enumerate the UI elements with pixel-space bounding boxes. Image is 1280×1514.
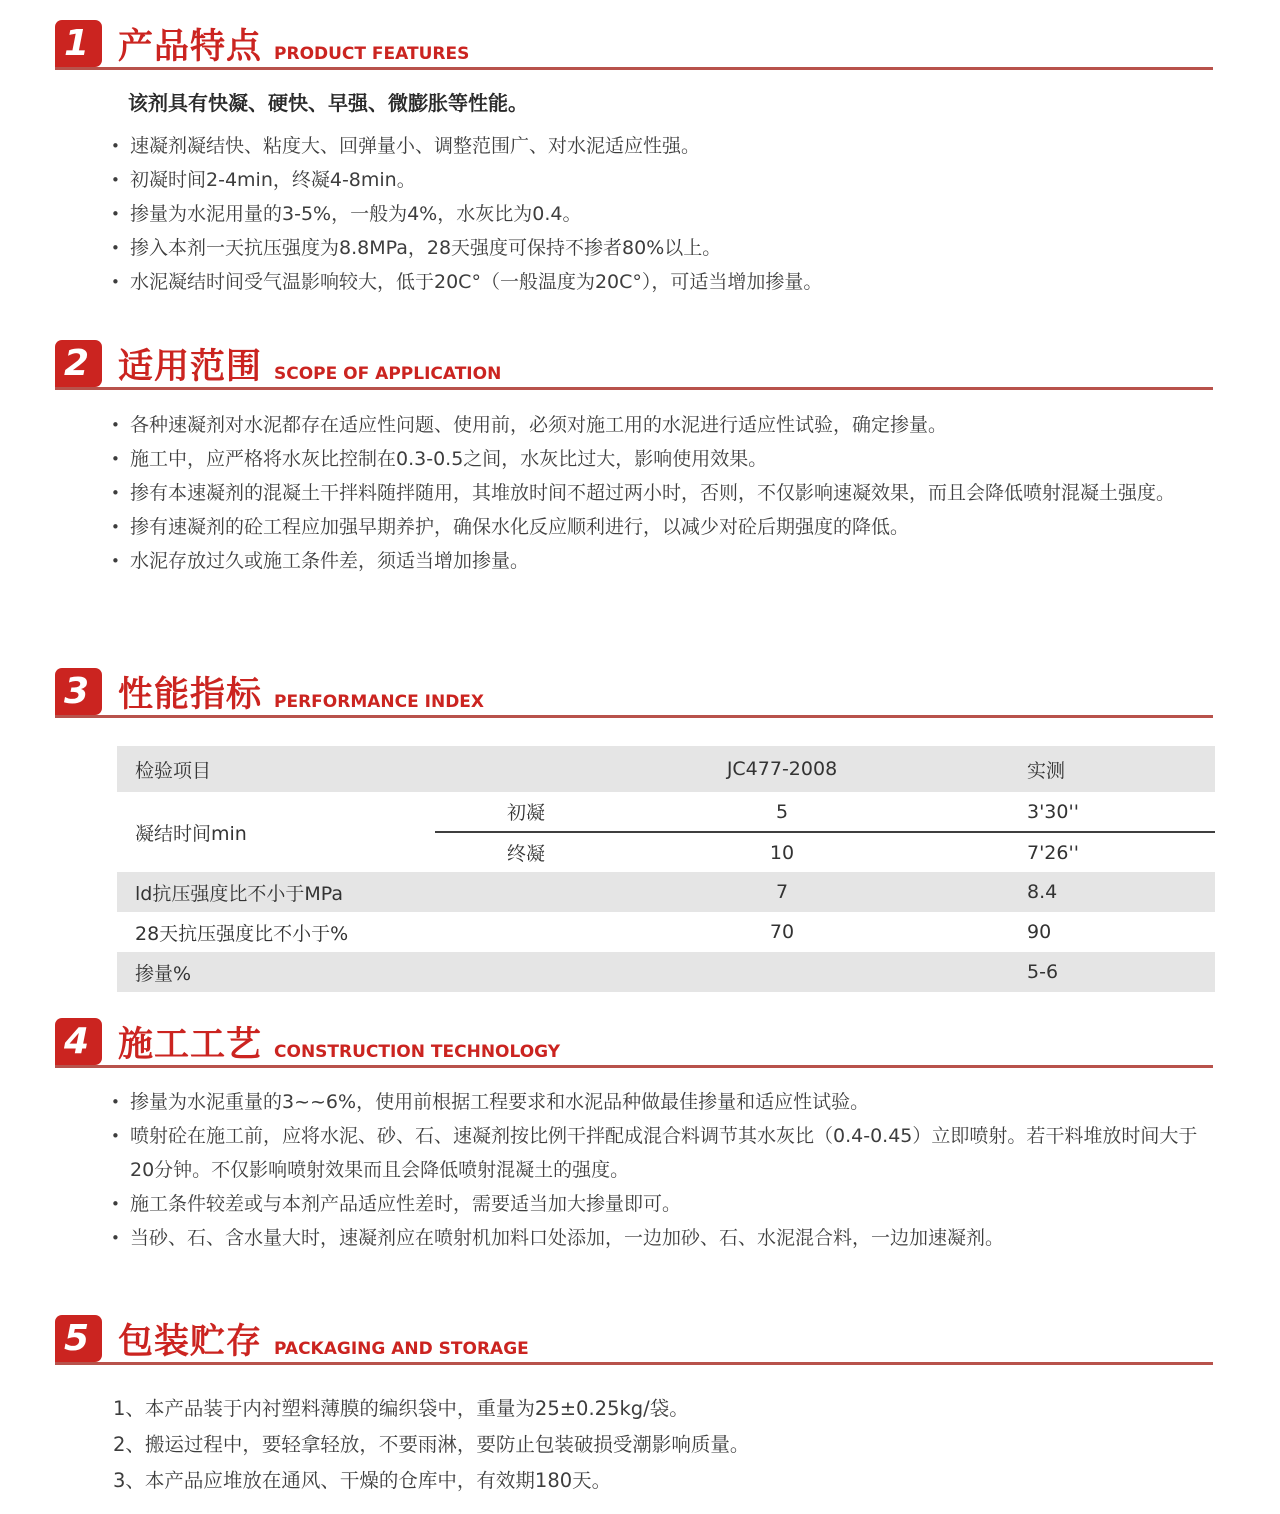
section-subtitle: CONSTRUCTION TECHNOLOGY bbox=[274, 1042, 561, 1062]
list-item-text: 掺有速凝剂的砼工程应加强早期养护，确保水化反应顺利进行，以减少对砼后期强度的降低。 bbox=[130, 516, 910, 538]
bullet-icon: • bbox=[111, 273, 120, 291]
section-performance-index bbox=[55, 668, 1213, 992]
bullet-icon: • bbox=[111, 450, 120, 468]
list-item-text: 掺量为水泥重量的3~~6%，使用前根据工程要求和水泥品种做最佳掺量和适应性试验。 bbox=[130, 1091, 870, 1113]
column-header-standard: JC477-2008 bbox=[726, 758, 838, 780]
list-item bbox=[111, 1187, 1213, 1221]
list-item bbox=[111, 510, 1213, 544]
list-item-text: 水泥存放过久或施工条件差，须适当增加掺量。 bbox=[130, 550, 530, 572]
cell-empty bbox=[435, 952, 617, 992]
list-item bbox=[111, 1119, 1213, 1187]
list-item-text: 喷射砼在施工前，应将水泥、砂、石、速凝剂按比例干拌配成混合料调节其水灰比（0.4-0.45）立即喷射。若干料堆放时间大于20分钟。不仅影响喷射效果而且会降低喷射混凝土的强度。 bbox=[130, 1125, 1198, 1181]
list-item bbox=[111, 265, 1213, 299]
features-intro-text: 该剂具有快凝、硬快、早强、微膨胀等性能。 bbox=[128, 91, 528, 115]
list-item bbox=[111, 1221, 1213, 1255]
list-item-text: 初凝时间2-4min，终凝4-8min。 bbox=[130, 169, 416, 191]
column-header-measured: 实测 bbox=[1027, 759, 1066, 782]
table-row-dosage bbox=[117, 952, 1215, 992]
table-row-1d-strength bbox=[117, 872, 1215, 912]
cell-standard: 10 bbox=[617, 832, 947, 872]
bullet-icon: • bbox=[111, 484, 120, 502]
bullet-icon: • bbox=[111, 137, 120, 155]
list-item-text: 水泥凝结时间受气温影响较大，低于20C°（一般温度为20C°），可适当增加掺量。 bbox=[130, 271, 823, 293]
list-item-text: 速凝剂凝结快、粘度大、回弹量小、调整范围广、对水泥适应性强。 bbox=[130, 135, 701, 157]
bullet-icon: • bbox=[111, 416, 120, 434]
performance-table bbox=[117, 746, 1215, 992]
construction-bullet-list bbox=[111, 1085, 1213, 1255]
list-item bbox=[111, 544, 1213, 578]
cell-item: ld抗压强度比不小于MPa bbox=[135, 882, 343, 905]
bullet-icon: • bbox=[111, 171, 120, 189]
section-packaging-storage bbox=[55, 1315, 1213, 1499]
list-item-text: 施工条件较差或与本剂产品适应性差时，需要适当加大掺量即可。 bbox=[130, 1193, 682, 1215]
cell-measured: 8.4 bbox=[1027, 881, 1058, 903]
section-subtitle: PRODUCT FEATURES bbox=[274, 44, 470, 64]
bullet-icon: • bbox=[111, 239, 120, 257]
section-number-badge: 3 bbox=[55, 668, 102, 715]
column-header-empty bbox=[435, 746, 617, 792]
setting-time-label: 凝结时间min bbox=[135, 822, 247, 845]
cell-empty bbox=[435, 872, 617, 912]
cell-phase: 终凝 bbox=[435, 832, 617, 872]
section-product-features bbox=[55, 20, 1213, 299]
bullet-icon: • bbox=[111, 518, 120, 536]
section-5-header bbox=[55, 1315, 1213, 1365]
section-title: 包装贮存 bbox=[118, 1322, 263, 1362]
table-header-row bbox=[117, 746, 1215, 792]
bullet-icon: • bbox=[111, 1093, 120, 1111]
list-item bbox=[111, 129, 1213, 163]
cell-item: 掺量% bbox=[135, 962, 192, 985]
list-item-text: 掺有本速凝剂的混凝土干拌料随拌随用，其堆放时间不超过两小时，否则，不仅影响速凝效果，而且会降低喷射混凝土强度。 bbox=[130, 482, 1176, 504]
section-title: 适用范围 bbox=[118, 347, 263, 387]
scope-bullet-list bbox=[111, 408, 1213, 578]
packaging-numbered-list bbox=[113, 1391, 1213, 1499]
section-scope-of-application bbox=[55, 340, 1213, 578]
list-item bbox=[111, 163, 1213, 197]
section-number-badge: 2 bbox=[55, 340, 102, 387]
list-item bbox=[111, 442, 1213, 476]
section-number-badge: 1 bbox=[55, 20, 102, 67]
cell-measured: 90 bbox=[1027, 921, 1052, 943]
bullet-icon: • bbox=[111, 552, 120, 570]
cell-standard: 5 bbox=[775, 800, 789, 823]
section-title: 产品特点 bbox=[118, 27, 263, 67]
list-item-text: 当砂、石、含水量大时，速凝剂应在喷射机加料口处添加，一边加砂、石、水泥混合料，一边加速凝剂。 bbox=[130, 1227, 1005, 1249]
cell-measured: 5-6 bbox=[1027, 961, 1059, 983]
list-item-text: 各种速凝剂对水泥都存在适应性问题、使用前，必须对施工用的水泥进行适应性试验，确定掺量。 bbox=[130, 414, 948, 436]
list-item-text: 掺入本剂一天抗压强度为8.8MPa，28天强度可保持不掺者80%以上。 bbox=[130, 237, 722, 259]
cell-standard: 7 bbox=[775, 881, 789, 903]
features-bullet-list bbox=[111, 129, 1213, 299]
bullet-icon: • bbox=[111, 1229, 120, 1247]
section-construction-technology bbox=[55, 1018, 1213, 1255]
section-title: 施工工艺 bbox=[118, 1025, 263, 1065]
section-1-header bbox=[55, 20, 1213, 70]
section-4-header bbox=[55, 1018, 1213, 1068]
cell-measured: 7'26'' bbox=[947, 832, 1215, 872]
section-3-header bbox=[55, 668, 1213, 718]
cell-measured: 3'30'' bbox=[1027, 800, 1079, 823]
cell-empty bbox=[435, 912, 617, 952]
list-item-text: 施工中，应严格将水灰比控制在0.3-0.5之间，水灰比过大，影响使用效果。 bbox=[130, 448, 768, 470]
cell-phase: 初凝 bbox=[506, 802, 545, 824]
list-item: 2、搬运过程中，要轻拿轻放，不要雨淋，要防止包装破损受潮影响质量。 bbox=[113, 1433, 750, 1456]
list-item bbox=[111, 1085, 1213, 1119]
cell-standard: 70 bbox=[769, 921, 795, 943]
section-subtitle: PERFORMANCE INDEX bbox=[274, 692, 485, 712]
cell-item: 28天抗压强度比不小于% bbox=[135, 922, 349, 945]
bullet-icon: • bbox=[111, 205, 120, 223]
section-subtitle: SCOPE OF APPLICATION bbox=[274, 364, 502, 384]
bullet-icon: • bbox=[111, 1195, 120, 1213]
section-2-header bbox=[55, 340, 1213, 390]
list-item bbox=[111, 476, 1213, 510]
cell-standard bbox=[617, 952, 947, 992]
section-number-badge: 5 bbox=[55, 1315, 102, 1362]
list-item-text: 掺量为水泥用量的3-5%，一般为4%，水灰比为0.4。 bbox=[130, 203, 582, 225]
list-item bbox=[111, 408, 1213, 442]
section-subtitle: PACKAGING AND STORAGE bbox=[274, 1339, 529, 1359]
table-row-initial-setting bbox=[117, 792, 1215, 832]
list-item: 1、本产品装于内衬塑料薄膜的编织袋中，重量为25±0.25kg/袋。 bbox=[113, 1397, 689, 1420]
table-row-28d-strength bbox=[117, 912, 1215, 952]
list-item bbox=[111, 231, 1213, 265]
list-item: 3、本产品应堆放在通风、干燥的仓库中，有效期180天。 bbox=[113, 1469, 612, 1492]
section-title: 性能指标 bbox=[118, 675, 263, 715]
bullet-icon: • bbox=[111, 1127, 120, 1145]
column-header-item: 检验项目 bbox=[135, 759, 212, 782]
list-item bbox=[111, 197, 1213, 231]
section-number-badge: 4 bbox=[55, 1018, 102, 1065]
